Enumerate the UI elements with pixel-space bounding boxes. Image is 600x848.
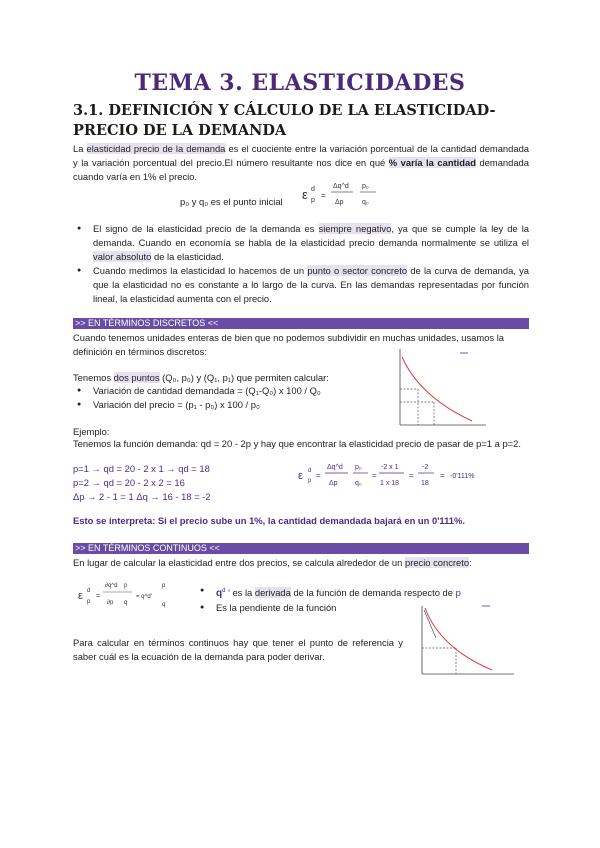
svg-text:=: =: [316, 471, 321, 480]
calc-line: p=2 → qd = 20 - 2 x 2 = 16: [73, 477, 185, 488]
example-text: Tenemos la función demanda: qd = 20 - 2p y hay que encontrar la elasticidad precio de pasar de p=1 a p=2.: [73, 438, 521, 449]
svg-text:p₀: p₀: [355, 464, 362, 471]
svg-text:q: q: [162, 602, 166, 608]
page-title: TEMA 3. ELASTICIDADES: [134, 70, 466, 96]
formula-eps: ε: [302, 187, 308, 202]
svg-text:q₀: q₀: [355, 480, 362, 487]
section-heading: 3.1. DEFINICIÓN Y CÁLCULO DE LA ELASTICIDAD-PRECIO DE LA DEMANDA: [73, 102, 496, 139]
svg-text:p: p: [162, 583, 166, 589]
list-item: ● Variación del precio = (p₁ - p₀) x 100 / p₀: [73, 398, 393, 412]
two-points-text: Tenemos dos puntos (Q₀, p₀) y (Q₁, p₁) que permiten calcular:: [73, 372, 329, 383]
point-label: p₀ y q₀ es el punto inicial: [180, 196, 283, 207]
svg-text:p: p: [124, 583, 128, 589]
formula-num2: p₀: [362, 183, 369, 190]
svg-text:d: d: [308, 468, 312, 474]
highlight-elasticidad: elasticidad precio de la demanda: [86, 143, 226, 154]
formula-num1: Δq^d: [333, 183, 349, 190]
formula-den2: q₀: [362, 199, 369, 206]
svg-text:=: =: [409, 471, 414, 480]
svg-text:p: p: [308, 478, 312, 484]
example-calculations: [73, 462, 313, 504]
svg-text:d: d: [87, 588, 91, 594]
list-item: ● Es la pendiente de la función: [196, 601, 516, 615]
svg-text:Δp: Δp: [329, 480, 338, 487]
svg-text:ε: ε: [298, 470, 303, 482]
continuous-formula: [76, 578, 186, 612]
interpretation: Esto se interpreta: Si el precio sube un 1%, la cantidad demandada bajará en un 0'111%.: [73, 515, 465, 526]
highlight-varia: % varía la cantidad: [388, 157, 476, 168]
discrete-banner: >> EN TÉRMINOS DISCRETOS <<: [73, 318, 529, 329]
elasticity-formula: [300, 177, 400, 213]
svg-text:= q^d': = q^d': [136, 594, 152, 600]
discrete-formula: [296, 458, 492, 492]
svg-text:-2: -2: [422, 464, 429, 471]
list-item: ● Variación de cantidad demandada = (Q₁-Q₀) x 100 / Q₀: [73, 384, 393, 398]
bullet-list: [73, 222, 529, 306]
formula-eq: =: [321, 191, 326, 200]
svg-text:ε: ε: [78, 590, 83, 602]
discrete-intro: Cuando tenemos unidades enteras de bien que no podemos subdividir en muchas unidades, usamos la definición en términos discretos:: [73, 332, 505, 357]
svg-text:Δq^d: Δq^d: [327, 464, 343, 471]
continuous-banner: >> EN TÉRMINOS CONTINUOS <<: [73, 543, 529, 554]
svg-text:-0'111%: -0'111%: [450, 473, 475, 480]
continuous-note: Para calcular en términos continuos hay que tener el punto de referencia y saber cuál es la ecuación de la demanda para poder derivar.: [73, 637, 403, 662]
svg-text:1 x 18: 1 x 18: [380, 480, 400, 487]
list-item: ● $q^d$ ' es la derivada de la función de demanda respecto de p: [196, 584, 516, 601]
svg-text:p: p: [87, 599, 91, 605]
formula-sup: d: [311, 186, 315, 193]
svg-text:∂q^d: ∂q^d: [105, 583, 118, 589]
formula-den1: Δp: [335, 199, 344, 206]
continuous-intro: En lugar de calcular la elasticidad entre dos precios, se calcula alrededor de un precio concreto:: [73, 557, 472, 568]
list-item: ● Cuando medimos la elasticidad lo hacemos de un punto o sector concreto de la curva de demanda, ya que la elasticidad no es constante a lo largo de la curva. En las demandas representadas por función lineal, la elasticidad aumenta con el precio.: [73, 264, 529, 306]
variation-list: [73, 384, 393, 412]
calc-line: Δp → 2 - 1 = 1 Δq → 16 - 18 = -2: [73, 491, 211, 502]
svg-text:∂p: ∂p: [107, 600, 114, 606]
svg-text:=: =: [440, 471, 445, 480]
formula-sub: p: [311, 197, 315, 204]
intro-paragraph: La elasticidad precio de la demanda es el cuociente entre la variación porcentual de la cantidad demandada y la variación porcentual del precio.El número resultante nos dice en qué % varía la cantidad demandada cuando varía en 1% el precio.: [73, 143, 530, 182]
demand-curve: [425, 608, 492, 670]
calc-line: p=1 → qd = 20 - 2 x 1 → qd = 18: [73, 463, 210, 474]
svg-text:-2 x 1: -2 x 1: [381, 464, 399, 471]
example-label: Ejemplo:: [73, 426, 110, 437]
svg-text:q: q: [124, 600, 128, 606]
svg-text:=: =: [96, 593, 101, 600]
continuous-demand-graph: [416, 600, 516, 680]
svg-text:18: 18: [421, 480, 429, 487]
list-item: ● El signo de la elasticidad precio de la demanda es siempre negativo, ya que se cumple la ley de la demanda. Cuando en economía se habla de la elasticidad precio demanda normalmente se utiliza el valor absoluto de la elasticidad.: [73, 222, 529, 264]
svg-text:=: =: [372, 471, 377, 480]
discrete-demand-graph: [392, 345, 488, 433]
